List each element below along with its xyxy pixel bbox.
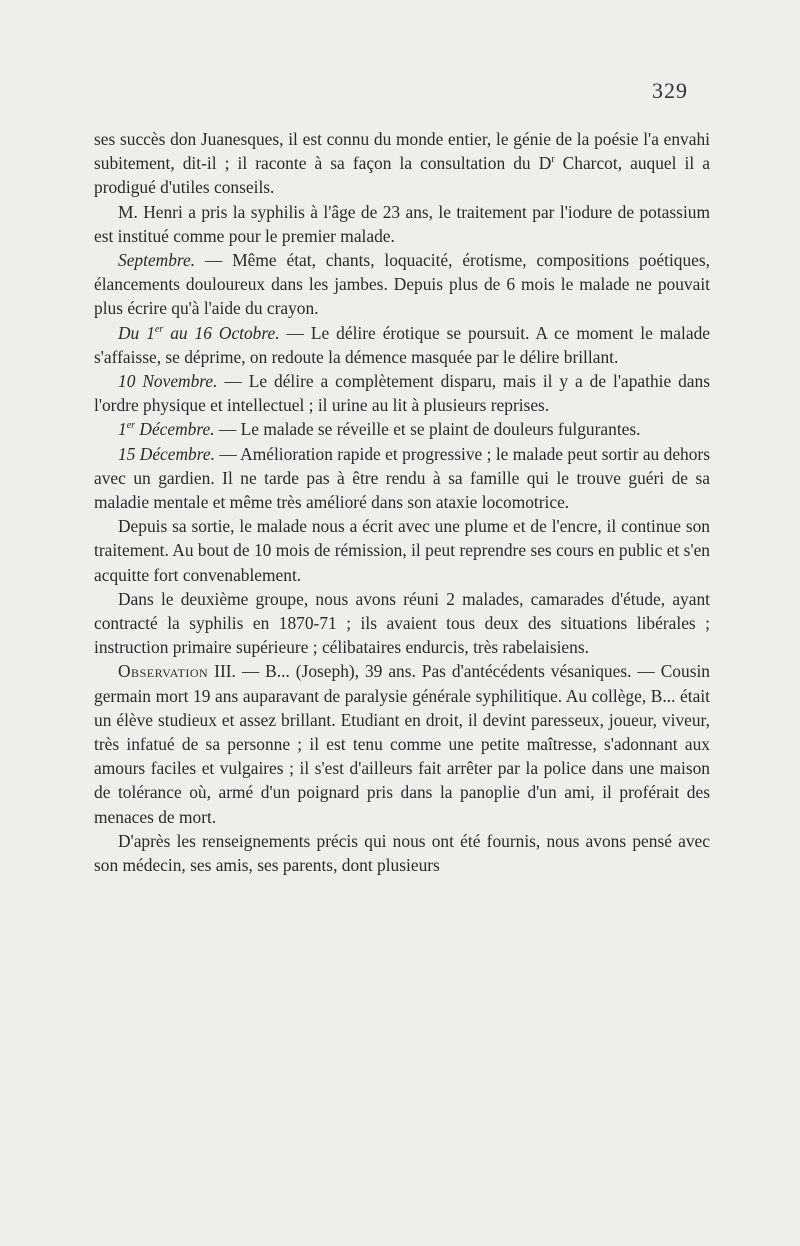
- entry-date: [118, 419, 215, 439]
- entry-date-part: Du 1: [118, 322, 155, 343]
- paragraph-dated-entry: [94, 442, 710, 515]
- entry-date: Septembre.: [118, 250, 196, 271]
- paragraph-text: Charcot, auquel il a prodigué d'utiles conseils.: [94, 153, 711, 198]
- entry-date: 15 Décembre.: [118, 443, 215, 464]
- entry-text: — Amélioration rapide et progressive ; le malade peut sortir au dehors avec un gardien. Il ne tarde pas à être rendu à sa famille qui le trouve guéri de sa maladie mentale et même très amélioré dans son ataxie locomotrice.: [94, 443, 710, 513]
- paragraph-dated-entry: [94, 369, 710, 417]
- title-abbrev: D: [538, 153, 552, 174]
- observation-text: III. — B... (Joseph), 39 ans. Pas d'antécédents vésaniques. — Cousin germain mort 19 ans auparavant de paralysie générale syphilitique. Au collège, B... était un élève studieux et assez brillant. Etudiant en droit, il devint paresseux, joueur, viveur, très infatué de sa personne ; il est tenu comme une petite maîtresse, s'adonnant aux amours faciles et vulgaires ; il s'est d'ailleurs fait arrêter par la police dans une maison de tolérance où, armé d'un poignard pris dans la panoplie d'un ami, il proférait des menaces de mort.: [94, 661, 710, 827]
- entry-text: — Même état, chants, loquacité, érotisme, compositions poétiques, élancements douloureux dans les jambes. Depuis plus de 6 mois le malade ne pouvait plus écrire qu'à l'aide du crayon.: [94, 250, 710, 319]
- paragraph: M. Henri a pris la syphilis à l'âge de 23 ans, le traitement par l'iodure de potassium est institué comme pour le premier malade.: [94, 201, 710, 246]
- paragraph-dated-entry: [94, 248, 710, 321]
- entry-date: [118, 323, 280, 343]
- paragraph-continuation: [94, 127, 710, 200]
- entry-date-part: 1: [118, 419, 127, 440]
- entry-date-sup: er: [126, 420, 136, 432]
- entry-date-sup: er: [154, 323, 164, 335]
- entry-text: — Le délire érotique se poursuit. A ce moment le malade s'affaisse, se déprime, on redoute la démence masquée par le délire brillant.: [94, 322, 710, 367]
- entry-text: — Le malade se réveille et se plaint de douleurs fulgurantes.: [214, 419, 641, 440]
- paragraph: Dans le deuxième groupe, nous avons réuni 2 malades, camarades d'étude, ayant contracté la syphilis en 1870-71 ; ils avaient tous deux des situations libérales ; instruction primaire supérieure ; célibataires endurcis, très rabelaisiens.: [94, 588, 710, 658]
- entry-text: — Le délire a complètement disparu, mais il y a de l'apathie dans l'ordre physique et intellectuel ; il urine au lit à plusieurs reprises.: [94, 371, 710, 416]
- paragraph-observation: [94, 659, 710, 828]
- page-number: 329: [652, 78, 688, 103]
- title-abbrev-sup: r: [551, 154, 555, 166]
- entry-date-part: Décembre.: [135, 419, 215, 440]
- entry-date: 10 Novembre.: [118, 371, 218, 392]
- observation-label: Observation: [118, 661, 209, 682]
- paragraph-dated-entry: [94, 417, 710, 441]
- paragraph-dated-entry: [94, 321, 710, 369]
- entry-date-part: au 16 Octobre.: [163, 322, 280, 343]
- paragraph: D'après les renseignements précis qui nous ont été fournis, nous avons pensé avec son médecin, ses amis, ses parents, dont plusieurs: [94, 830, 710, 876]
- paragraph-text: ses succès don Juanesques, il est connu du monde entier, le génie de la poésie l'a envahi subitement, dit-il ; il raconte à sa façon la consultation du: [94, 129, 710, 174]
- body-text: [94, 127, 710, 877]
- paragraph: Depuis sa sortie, le malade nous a écrit avec une plume et de l'encre, il continue son traitement. Au bout de 10 mois de rémission, il peut reprendre ses cours en public et s'en acquitte fort convenablement.: [94, 516, 710, 585]
